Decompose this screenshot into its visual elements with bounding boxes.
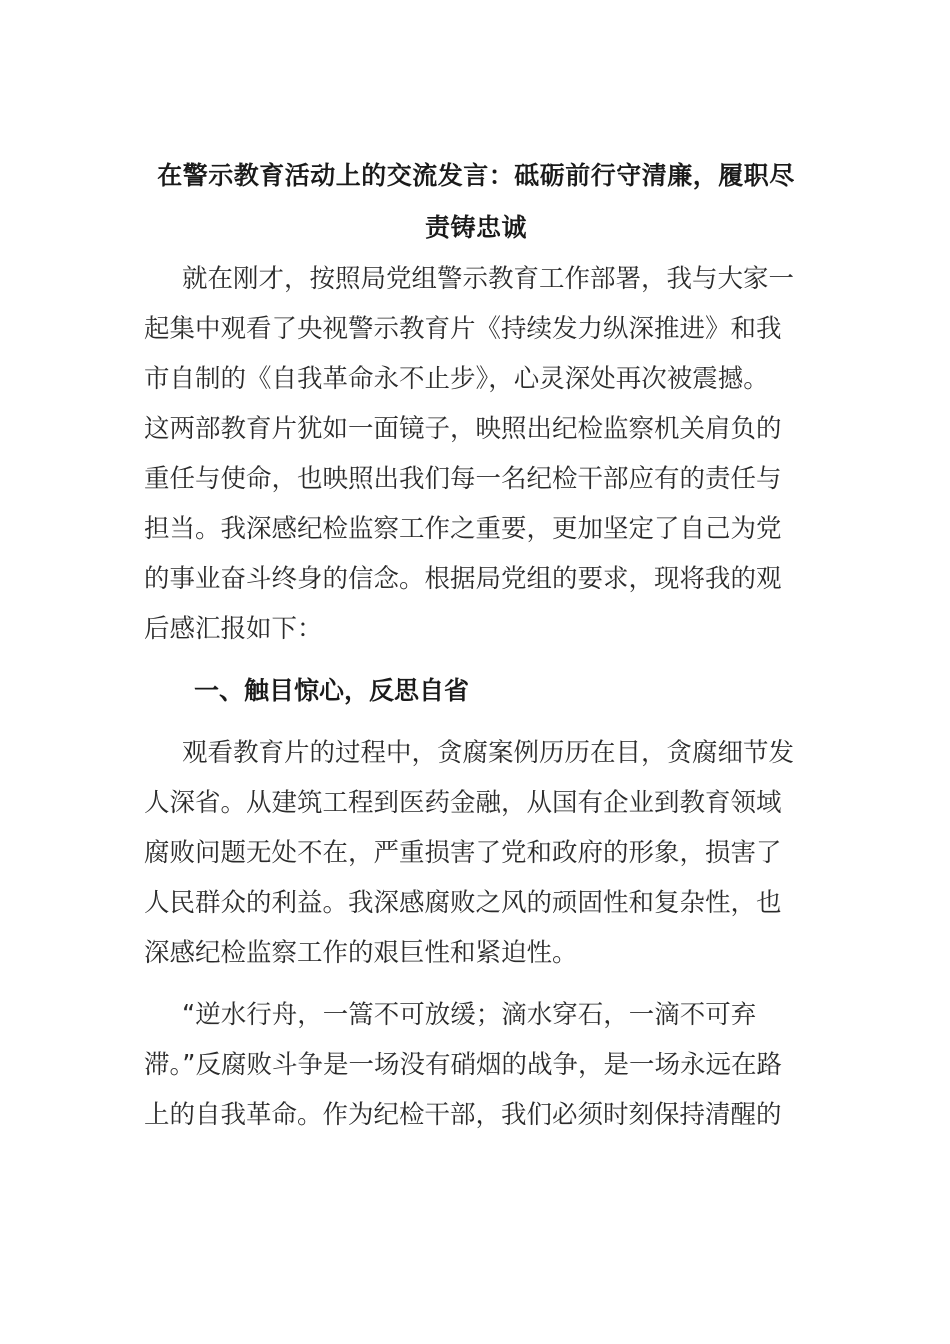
- text-line: 后感汇报如下：: [144, 614, 323, 644]
- intro-paragraph: [144, 254, 808, 654]
- title-line: 责铸忠诚: [424, 213, 527, 242]
- text-line: 滞。”反腐败斗争是一场没有硝烟的战争，是一场永远在路: [144, 1050, 782, 1080]
- text-line: 这两部教育片犹如一面镜子，映照出纪检监察机关肩负的: [144, 414, 782, 444]
- text-line: 上的自我革命。作为纪检干部，我们必须时刻保持清醒的: [144, 1100, 782, 1130]
- text-line: 市自制的《自我革命永不止步》，心灵深处再次被震撼。: [144, 364, 769, 394]
- text-line: 观看教育片的过程中，贪腐案例历历在目，贪腐细节发: [182, 738, 795, 768]
- text-line: 人深省。从建筑工程到医药金融，从国有企业到教育领域: [144, 788, 782, 818]
- text-line: 人民群众的利益。我深感腐败之风的顽固性和复杂性，也: [144, 888, 782, 918]
- document-body: [144, 150, 808, 1140]
- text-line: 腐败问题无处不在，严重损害了党和政府的形象，损害了: [144, 838, 782, 868]
- text-line: “逆水行舟，一篙不可放缓；滴水穿石，一滴不可弃: [182, 1000, 757, 1030]
- document-title: [144, 150, 808, 254]
- title-line: 在警示教育活动上的交流发言：砥砺前行守清廉，履职尽: [157, 161, 795, 190]
- body-paragraph: [144, 990, 808, 1140]
- text-line: 担当。我深感纪检监察工作之重要，更加坚定了自己为党: [144, 514, 782, 544]
- text-line: 深感纪检监察工作的艰巨性和紧迫性。: [144, 938, 578, 968]
- text-line: 起集中观看了央视警示教育片《持续发力纵深推进》和我: [144, 314, 782, 344]
- text-line: 就在刚才，按照局党组警示教育工作部署，我与大家一: [182, 264, 795, 294]
- body-paragraph: [144, 728, 808, 978]
- text-line: 的事业奋斗终身的信念。根据局党组的要求，现将我的观: [144, 564, 782, 594]
- text-line: 重任与使命，也映照出我们每一名纪检干部应有的责任与: [144, 464, 782, 494]
- section-heading: 一、触目惊心，反思自省: [194, 676, 470, 705]
